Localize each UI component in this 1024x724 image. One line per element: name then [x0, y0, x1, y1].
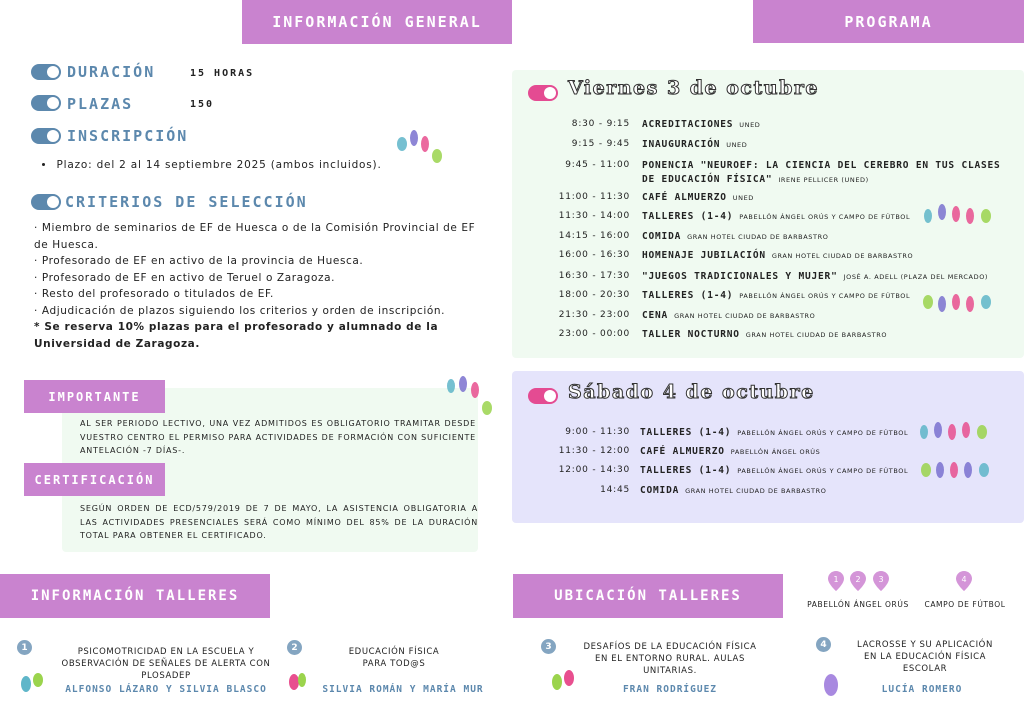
duracion-label: DURACIÓN — [67, 63, 156, 81]
schedule-place: IRENE PELLICER (UNED) — [778, 176, 869, 184]
map-pin-icon — [956, 571, 972, 591]
importante-text: AL SER PERIODO LECTIVO, UNA VEZ ADMITIDOS ES OBLIGATORIO TRAMITAR DESDE VUESTRO CENTRO EL PERMISO PARA ACTIVIDADES DE FORMACIÓN CON SUFICIENTE ANTELACIÓN -7 DÍAS-. — [80, 419, 476, 455]
criterio-item: · Miembro de seminarios de EF de Huesca o de la Comisión Provincial de EF de Huesca. — [34, 222, 476, 251]
schedule-activity: COMIDA GRAN HOTEL CIUDAD DE BARBASTRO — [642, 231, 829, 242]
map-pin-icon — [828, 571, 844, 591]
schedule-activity: TALLERES (1-4) PABELLÓN ÁNGEL ORÚS Y CAMPO DE FÚTBOL — [640, 427, 909, 438]
plazas-value: 150 — [190, 99, 215, 110]
schedule-activity: HOMENAJE JUBILACIÓN GRAN HOTEL CIUDAD DE BARBASTRO — [642, 250, 914, 261]
schedule-activity: DE EDUCACIÓN FÍSICA" IRENE PELLICER (UNED) — [642, 174, 869, 185]
place-a-label: PABELLÓN ÁNGEL ORÚS — [807, 600, 909, 609]
schedule-row — [520, 174, 1020, 188]
schedule-time: 21:30 - 23:00 — [558, 310, 630, 320]
criterios-toggle-icon — [31, 194, 61, 210]
criterio-item: · Resto del profesorado o titulados de EF. — [34, 288, 274, 300]
importante-title: IMPORTANTE — [24, 380, 165, 413]
schedule-time: 8:30 - 9:15 — [571, 119, 630, 129]
schedule-time: 14:15 - 16:00 — [558, 231, 630, 241]
taller-1-number: 1 — [17, 640, 32, 655]
map-pin-icon — [873, 571, 889, 591]
taller-2-name: SILVIA ROMÁN Y MARÍA MUR — [322, 684, 484, 695]
schedule-place: GRAN HOTEL CIUDAD DE BARBASTRO — [687, 233, 829, 241]
duracion-value: 15 HORAS — [190, 68, 255, 79]
schedule-place: PABELLÓN ÁNGEL ORÚS Y CAMPO DE FÚTBOL — [737, 467, 909, 475]
schedule-time: 16:00 - 16:30 — [558, 250, 630, 260]
schedule-time: 11:30 - 12:00 — [558, 446, 630, 456]
schedule-place: GRAN HOTEL CIUDAD DE BARBASTRO — [674, 312, 816, 320]
schedule-time: 9:00 - 11:30 — [565, 427, 630, 437]
schedule-activity: PONENCIA "NEUROEF: LA CIENCIA DEL CEREBRO EN TUS CLASES — [642, 160, 1001, 171]
schedule-row — [520, 231, 1020, 245]
pin-number: 2 — [855, 575, 861, 584]
plazo-list — [42, 159, 382, 171]
schedule-activity: CENA GRAN HOTEL CIUDAD DE BARBASTRO — [642, 310, 816, 321]
pin-number: 3 — [878, 575, 884, 584]
schedule-time: 9:15 - 9:45 — [571, 139, 630, 149]
schedule-time: 9:45 - 11:00 — [565, 160, 630, 170]
schedule-place: PABELLÓN ÁNGEL ORÚS — [730, 448, 821, 456]
plazas-label: PLAZAS — [67, 95, 134, 113]
schedule-row — [520, 160, 1020, 174]
taller-1-text: PSICOMOTRICIDAD EN LA ESCUELA Y OBSERVACIÓN DE SEÑALES DE ALERTA CON PLOSADEP — [61, 647, 271, 681]
programa-title: PROGRAMA — [753, 0, 1024, 43]
inscripcion-toggle-icon — [31, 128, 61, 144]
schedule-row — [520, 139, 1020, 153]
taller-4-text: LACROSSE Y SU APLICACIÓN EN LA EDUCACIÓN FÍSICA ESCOLAR — [857, 640, 993, 674]
schedule-place: JOSÉ A. ADELL (PLAZA DEL MERCADO) — [843, 273, 989, 281]
schedule-time: 16:30 - 17:30 — [558, 271, 630, 281]
duracion-toggle-icon — [31, 64, 61, 80]
schedule-activity: TALLERES (1-4) PABELLÓN ÁNGEL ORÚS Y CAMPO DE FÚTBOL — [640, 465, 909, 476]
schedule-place: UNED — [726, 141, 748, 149]
viernes-title: Viernes 3 de octubre — [568, 77, 819, 99]
handprints-icon — [920, 200, 996, 230]
taller-3-text: DESAFÍOS DE LA EDUCACIÓN FÍSICA EN EL ENTORNO RURAL. AULAS UNITARIAS. — [583, 642, 757, 676]
schedule-time: 23:00 - 00:00 — [558, 329, 630, 339]
handprint-icon — [548, 666, 578, 694]
criterio-item: · Adjudicación de plazos siguiendo los criterios y orden de inscripción. — [34, 304, 446, 317]
schedule-row — [520, 250, 1020, 264]
schedule-activity: COMIDA GRAN HOTEL CIUDAD DE BARBASTRO — [640, 485, 827, 496]
schedule-activity: ACREDITACIONES UNED — [642, 119, 761, 130]
pin-number: 4 — [961, 575, 967, 584]
schedule-activity: "JUEGOS TRADICIONALES Y MUJER" JOSÉ A. ADELL (PLAZA DEL MERCADO) — [642, 271, 989, 282]
taller-4-number: 4 — [816, 637, 831, 652]
sabado-toggle-icon — [528, 388, 558, 404]
schedule-place: PABELLÓN ÁNGEL ORÚS Y CAMPO DE FÚTBOL — [739, 292, 911, 300]
schedule-place: PABELLÓN ÁNGEL ORÚS Y CAMPO DE FÚTBOL — [739, 213, 911, 221]
handprints-icon — [920, 290, 996, 318]
schedule-row — [520, 271, 1020, 285]
viernes-toggle-icon — [528, 85, 558, 101]
schedule-activity: INAUGURACIÓN UNED — [642, 139, 748, 150]
criterio-item: · Profesorado de EF en activo de Teruel o Zaragoza. — [34, 271, 336, 284]
schedule-time: 14:45 — [600, 485, 630, 495]
schedule-activity: TALLERES (1-4) PABELLÓN ÁNGEL ORÚS Y CAMPO DE FÚTBOL — [642, 211, 911, 222]
inscripcion-label: INSCRIPCIÓN — [67, 127, 189, 145]
pin-number: 1 — [833, 575, 839, 584]
schedule-time: 18:00 - 20:30 — [558, 290, 630, 300]
schedule-place: PABELLÓN ÁNGEL ORÚS Y CAMPO DE FÚTBOL — [737, 429, 909, 437]
schedule-place: GRAN HOTEL CIUDAD DE BARBASTRO — [771, 252, 914, 260]
schedule-place: GRAN HOTEL CIUDAD DE BARBASTRO — [745, 331, 888, 339]
ubicacion-title: UBICACIÓN TALLERES — [513, 574, 783, 618]
certificacion-text: SEGÚN ORDEN DE ECD/579/2019 DE 7 DE MAYO, LA ASISTENCIA OBLIGATORIA A LAS ACTIVIDADES PRESENCIALES SERÁ COMO MÍNIMO DEL 85% DE LA DURACIÓN TOTAL PARA OBTENER EL CERTIFICADO. — [80, 504, 478, 540]
schedule-activity: CAFÉ ALMUERZO PABELLÓN ÁNGEL ORÚS — [640, 446, 821, 457]
plazo-text: • Plazo: del 2 al 14 septiembre 2025 (ambos incluidos). — [42, 159, 382, 171]
handprints-icon — [443, 372, 499, 420]
sabado-title: Sábado 4 de octubre — [568, 381, 815, 403]
plazas-toggle-icon — [31, 95, 61, 111]
schedule-row — [520, 119, 1020, 133]
schedule-activity: TALLER NOCTURNO GRAN HOTEL CIUDAD DE BARBASTRO — [642, 329, 888, 340]
schedule-place: UNED — [732, 194, 754, 202]
taller-4-name: LUCÍA ROMERO — [881, 684, 963, 695]
schedule-row — [520, 485, 1020, 499]
handprint-icon — [816, 670, 846, 700]
taller-3-number: 3 — [541, 639, 556, 654]
schedule-time: 11:00 - 11:30 — [558, 192, 630, 202]
schedule-place: GRAN HOTEL CIUDAD DE BARBASTRO — [685, 487, 827, 495]
taller-3-name: FRAN RODRÍGUEZ — [622, 684, 718, 695]
certificacion-title: CERTIFICACIÓN — [24, 463, 165, 496]
info-general-title: INFORMACIÓN GENERAL — [242, 0, 512, 44]
place-b-label: CAMPO DE FÚTBOL — [924, 600, 1006, 609]
handprints-icon — [918, 456, 994, 486]
schedule-activity: CAFÉ ALMUERZO UNED — [642, 192, 754, 203]
schedule-row — [520, 329, 1020, 343]
criterios-label: CRITERIOS DE SELECCIÓN — [65, 193, 308, 211]
map-pins-a — [828, 571, 892, 595]
handprint-icon — [286, 668, 310, 694]
schedule-time: 12:00 - 14:30 — [558, 465, 630, 475]
taller-2-text: EDUCACIÓN FÍSICA PARA TOD@S — [348, 647, 440, 669]
talleres-title: INFORMACIÓN TALLERES — [0, 574, 270, 618]
schedule-place: UNED — [739, 121, 761, 129]
map-pin-icon — [850, 571, 866, 591]
handprints-icon — [916, 418, 992, 446]
schedule-activity: TALLERES (1-4) PABELLÓN ÁNGEL ORÚS Y CAMPO DE FÚTBOL — [642, 290, 911, 301]
handprints-icon — [392, 124, 452, 170]
taller-2-number: 2 — [287, 640, 302, 655]
schedule-time: 11:30 - 14:00 — [558, 211, 630, 221]
criterios-list — [34, 220, 486, 352]
criterio-item: · Profesorado de EF en activo de la provincia de Huesca. — [34, 255, 364, 267]
taller-1-name: ALFONSO LÁZARO Y SILVIA BLASCO — [65, 684, 267, 695]
criterio-bold: * Se reserva 10% plazas para el profesorado y alumnado de la Universidad de Zaragoza. — [34, 321, 439, 350]
handprint-icon — [16, 670, 46, 696]
